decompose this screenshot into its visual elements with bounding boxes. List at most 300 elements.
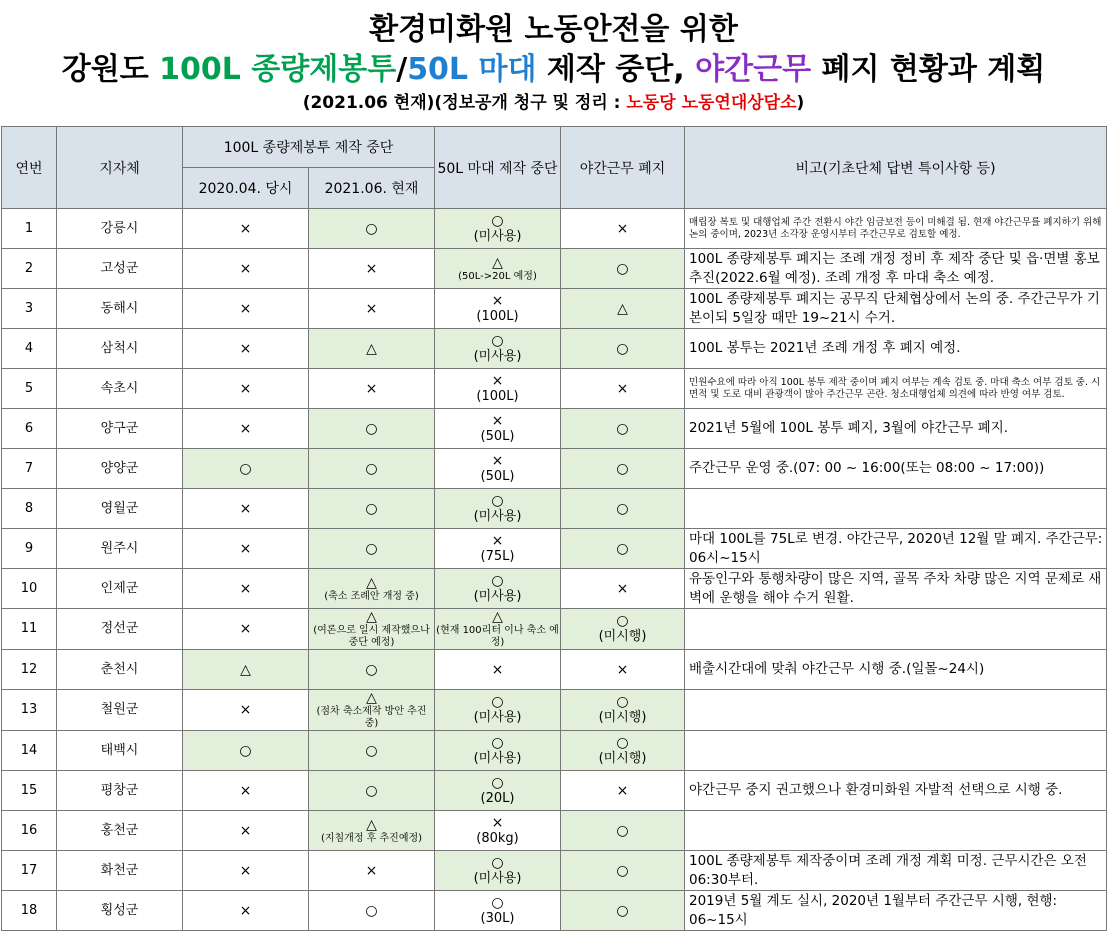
table-row xyxy=(2,329,1107,369)
cell-region xyxy=(57,609,183,650)
note-50l: (75L) xyxy=(480,548,515,564)
table-row xyxy=(2,289,1107,329)
row-number: 17 xyxy=(20,862,38,878)
cell-50l xyxy=(435,609,561,650)
cell-100l-2021 xyxy=(309,891,435,931)
cell-region xyxy=(57,731,183,771)
region-name: 정선군 xyxy=(100,621,139,636)
region-name: 철원군 xyxy=(100,702,139,717)
table-row xyxy=(2,891,1107,931)
row-number: 6 xyxy=(24,420,34,436)
mark-100l-2020: × xyxy=(239,580,252,597)
title-part-region: 강원도 xyxy=(61,52,160,87)
mark-50l: × xyxy=(491,452,504,469)
cell-no xyxy=(2,650,57,690)
mark-50l: × xyxy=(491,412,504,429)
cell-no xyxy=(2,891,57,931)
mark-100l-2020: × xyxy=(239,902,252,919)
mark-100l-2020: × xyxy=(239,822,252,839)
cell-night xyxy=(561,249,685,289)
cell-100l-2021 xyxy=(309,209,435,249)
region-name: 양구군 xyxy=(100,420,139,436)
note-50l: (100L) xyxy=(476,388,519,404)
note-50l: (미사용) xyxy=(473,710,522,725)
cell-100l-2020 xyxy=(183,650,309,690)
mark-100l-2021: △ xyxy=(366,609,377,625)
mark-night: ○ xyxy=(616,500,629,517)
mark-50l: × xyxy=(491,532,504,549)
cell-no xyxy=(2,249,57,289)
mark-100l-2021: ○ xyxy=(365,661,378,678)
note-50l: (50L) xyxy=(480,428,515,444)
cell-50l xyxy=(435,891,561,931)
title-part-50l: 50L 마대 xyxy=(407,52,537,87)
mark-100l-2021: ○ xyxy=(365,460,378,477)
header-50l: 50L 마대 제작 중단 xyxy=(435,127,561,209)
cell-night xyxy=(561,811,685,851)
note-50l: (80kg) xyxy=(476,830,519,846)
cell-region xyxy=(57,529,183,569)
mark-100l-2020: × xyxy=(239,340,252,357)
cell-note xyxy=(685,811,1107,851)
cell-night xyxy=(561,209,685,249)
cell-note xyxy=(685,771,1107,811)
note-100l-2021: (여론으로 일시 제작했으나 중단 예정) xyxy=(313,625,430,648)
table-row xyxy=(2,569,1107,609)
cell-100l-2020 xyxy=(183,529,309,569)
note-text: 100L 종량제봉투 제작중이며 조례 개정 계획 미정. 근무시간은 오전 06:30부터. xyxy=(689,852,1087,888)
mark-100l-2020: × xyxy=(239,380,252,397)
header-region: 지자체 xyxy=(57,127,183,209)
note-text: 주간근무 운영 중.(07: 00 ~ 16:00(또는 08:00 ~ 17:00)) xyxy=(689,460,1045,476)
page-subtitle xyxy=(0,90,1107,116)
note-50l: (미사용) xyxy=(473,508,522,524)
note-text: 민원수요에 따라 아직 100L 봉투 제작 중이며 폐지 여부는 계속 검토 중. 마대 축소 여부 검토 중. 시 면적 및 도로 대비 관광객이 많아 주간근무 곤란. 청소대행업체 의견에 따라 반영 여부 검토. xyxy=(689,376,1101,400)
region-name: 화천군 xyxy=(100,862,139,878)
row-number: 1 xyxy=(24,220,34,236)
cell-night xyxy=(561,409,685,449)
table-row xyxy=(2,851,1107,891)
cell-100l-2020 xyxy=(183,249,309,289)
mark-50l: ○ xyxy=(491,332,504,349)
note-text: 2019년 5월 계도 실시, 2020년 1월부터 주간근무 시행, 현행: 06~15시 xyxy=(689,892,1058,928)
cell-50l xyxy=(435,209,561,249)
table-row xyxy=(2,731,1107,771)
mark-100l-2020: × xyxy=(239,621,252,637)
cell-no xyxy=(2,409,57,449)
title-part-100l: 100L 종량제봉투 xyxy=(159,52,397,87)
cell-region xyxy=(57,249,183,289)
table-row xyxy=(2,771,1107,811)
region-name: 삼척시 xyxy=(100,340,139,356)
row-number: 10 xyxy=(20,580,38,596)
cell-night xyxy=(561,289,685,329)
page-title-line1: 환경미화원 노동안전을 위한 xyxy=(369,12,738,47)
region-name: 홍천군 xyxy=(100,822,139,838)
cell-50l xyxy=(435,249,561,289)
mark-100l-2021: ○ xyxy=(365,420,378,437)
note-text: 배출시간대에 맞춰 야간근무 시행 중.(일몰~24시) xyxy=(689,661,985,677)
cell-region xyxy=(57,771,183,811)
mark-night: × xyxy=(616,580,629,597)
header-night: 야간근무 폐지 xyxy=(561,127,685,209)
mark-50l: × xyxy=(491,292,504,309)
cell-region xyxy=(57,650,183,690)
region-name: 평창군 xyxy=(100,782,139,798)
region-name: 횡성군 xyxy=(100,902,139,918)
mark-100l-2021: ○ xyxy=(365,220,378,237)
cell-100l-2021 xyxy=(309,289,435,329)
cell-100l-2021 xyxy=(309,851,435,891)
cell-100l-2020 xyxy=(183,449,309,489)
cell-region xyxy=(57,369,183,409)
mark-100l-2021: ○ xyxy=(365,782,378,799)
cell-note xyxy=(685,690,1107,731)
cell-no xyxy=(2,369,57,409)
cell-note xyxy=(685,529,1107,569)
cell-region xyxy=(57,489,183,529)
header-100l-2021: 2021.06. 현재 xyxy=(309,168,435,209)
mark-night: ○ xyxy=(616,420,629,437)
cell-note xyxy=(685,369,1107,409)
row-number: 16 xyxy=(20,822,38,838)
subtitle-close: ) xyxy=(796,93,805,113)
cell-no xyxy=(2,690,57,731)
cell-night xyxy=(561,329,685,369)
cell-50l xyxy=(435,289,561,329)
mark-50l: ○ xyxy=(491,854,504,871)
status-table xyxy=(1,126,1107,931)
cell-100l-2020 xyxy=(183,369,309,409)
note-50l: (미사용) xyxy=(473,750,522,766)
table-row xyxy=(2,609,1107,650)
cell-region xyxy=(57,569,183,609)
cell-no xyxy=(2,209,57,249)
subtitle-date: (2021.06 현재)(정보공개 청구 및 정리 : xyxy=(302,93,627,113)
cell-region xyxy=(57,409,183,449)
cell-100l-2021 xyxy=(309,771,435,811)
mark-100l-2021: ○ xyxy=(365,540,378,557)
cell-night xyxy=(561,489,685,529)
cell-100l-2020 xyxy=(183,289,309,329)
cell-no xyxy=(2,449,57,489)
note-night: (미시행) xyxy=(598,710,647,725)
cell-region xyxy=(57,289,183,329)
cell-night xyxy=(561,609,685,650)
title-part-stop: 제작 중단, xyxy=(536,52,696,87)
cell-100l-2021 xyxy=(309,409,435,449)
row-number: 18 xyxy=(20,902,38,918)
cell-100l-2020 xyxy=(183,609,309,650)
table-body xyxy=(2,209,1107,931)
row-number: 13 xyxy=(20,702,38,717)
mark-50l: × xyxy=(491,372,504,389)
cell-note xyxy=(685,569,1107,609)
mark-100l-2021: △ xyxy=(366,574,377,591)
subtitle-org: 노동당 노동연대상담소 xyxy=(626,93,797,113)
mark-night: × xyxy=(616,661,629,678)
cell-no xyxy=(2,609,57,650)
table-row xyxy=(2,690,1107,731)
mark-night: × xyxy=(616,782,629,799)
cell-100l-2020 xyxy=(183,409,309,449)
table-row xyxy=(2,489,1107,529)
cell-50l xyxy=(435,569,561,609)
cell-night xyxy=(561,529,685,569)
cell-100l-2021 xyxy=(309,489,435,529)
mark-night: ○ xyxy=(616,540,629,557)
header-note: 비고(기초단체 답변 특이사항 등) xyxy=(685,127,1107,209)
mark-50l: ○ xyxy=(491,492,504,509)
region-name: 인제군 xyxy=(100,580,139,596)
cell-50l xyxy=(435,329,561,369)
mark-100l-2021: × xyxy=(365,862,378,879)
header-100l-2020: 2020.04. 당시 xyxy=(183,168,309,209)
mark-100l-2020: × xyxy=(239,862,252,879)
table-row xyxy=(2,529,1107,569)
cell-100l-2020 xyxy=(183,891,309,931)
mark-100l-2021: ○ xyxy=(365,500,378,517)
mark-night: ○ xyxy=(616,902,629,919)
note-text: 유동인구와 통행차량이 많은 지역, 골목 주차 차량 많은 지역 문제로 새벽에 운행을 해야 수거 원활. xyxy=(689,570,1102,606)
mark-100l-2020: × xyxy=(239,300,252,317)
note-text: 100L 종량제봉투 폐지는 조례 개정 정비 후 제작 중단 및 읍·면별 홍보 추진(2022.6월 예정). 조례 개정 후 마대 축소 예정. xyxy=(689,250,1100,286)
cell-night xyxy=(561,771,685,811)
cell-100l-2021 xyxy=(309,449,435,489)
cell-note xyxy=(685,289,1107,329)
cell-50l xyxy=(435,771,561,811)
cell-no xyxy=(2,569,57,609)
mark-100l-2020: △ xyxy=(240,661,251,678)
mark-100l-2021: × xyxy=(365,300,378,317)
cell-100l-2021 xyxy=(309,369,435,409)
row-number: 4 xyxy=(24,340,34,356)
cell-50l xyxy=(435,811,561,851)
note-text: 야간근무 중지 권고했으나 환경미화원 자발적 선택으로 시행 중. xyxy=(689,782,1063,798)
note-text: 2021년 5월에 100L 봉투 폐지, 3월에 야간근무 폐지. xyxy=(689,420,1009,436)
mark-night: ○ xyxy=(616,460,629,477)
mark-100l-2020: × xyxy=(239,540,252,557)
cell-100l-2020 xyxy=(183,569,309,609)
mark-50l: ○ xyxy=(491,734,504,751)
region-name: 속초시 xyxy=(100,380,139,396)
cell-100l-2021 xyxy=(309,529,435,569)
cell-100l-2021 xyxy=(309,811,435,851)
note-text: 100L 종량제봉투 폐지는 공무직 단체협상에서 논의 중. 주간근무가 기본이되 5일장 때만 19~21시 수거. xyxy=(689,290,1100,326)
region-name: 고성군 xyxy=(100,260,139,276)
cell-100l-2021 xyxy=(309,731,435,771)
cell-no xyxy=(2,771,57,811)
note-100l-2021: (지침개정 후 추진예정) xyxy=(320,832,423,844)
cell-night xyxy=(561,891,685,931)
cell-region xyxy=(57,851,183,891)
mark-50l: ○ xyxy=(491,572,504,589)
row-number: 8 xyxy=(24,500,34,516)
title-part-slash: / xyxy=(396,52,408,87)
mark-night: ○ xyxy=(616,862,629,879)
cell-region xyxy=(57,690,183,731)
cell-note xyxy=(685,650,1107,690)
mark-100l-2021: × xyxy=(365,260,378,277)
mark-50l: △ xyxy=(492,609,503,625)
cell-50l xyxy=(435,731,561,771)
cell-region xyxy=(57,449,183,489)
mark-100l-2020: × xyxy=(239,420,252,437)
table-row xyxy=(2,811,1107,851)
cell-100l-2021 xyxy=(309,249,435,289)
cell-50l xyxy=(435,690,561,731)
cell-100l-2021 xyxy=(309,650,435,690)
mark-100l-2020: × xyxy=(239,702,252,718)
mark-50l: △ xyxy=(492,254,503,271)
mark-100l-2021: × xyxy=(365,380,378,397)
mark-night: × xyxy=(616,220,629,237)
mark-100l-2021: △ xyxy=(366,340,377,357)
note-text: 매립장 복토 및 대행업체 주간 전환시 야간 임금보전 등이 미해결 됨. 현재 야간근무를 폐지하기 위해 논의 중이며, 2023년 소각장 운영시부터 주간근무로 검토할 예정. xyxy=(689,216,1102,240)
cell-note xyxy=(685,449,1107,489)
cell-note xyxy=(685,249,1107,289)
region-name: 양양군 xyxy=(100,460,139,476)
note-night: (미시행) xyxy=(598,629,647,644)
cell-note xyxy=(685,731,1107,771)
cell-no xyxy=(2,489,57,529)
table-row xyxy=(2,409,1107,449)
note-50l: (미사용) xyxy=(473,870,522,886)
cell-note xyxy=(685,409,1107,449)
mark-night: ○ xyxy=(616,734,629,751)
mark-100l-2020: × xyxy=(239,260,252,277)
mark-100l-2021: △ xyxy=(366,816,377,833)
row-number: 2 xyxy=(24,260,34,276)
mark-100l-2021: △ xyxy=(366,690,377,706)
header-no: 연번 xyxy=(2,127,57,209)
cell-100l-2021 xyxy=(309,569,435,609)
cell-night xyxy=(561,449,685,489)
cell-no xyxy=(2,851,57,891)
cell-100l-2020 xyxy=(183,851,309,891)
mark-100l-2020: × xyxy=(239,500,252,517)
cell-100l-2020 xyxy=(183,771,309,811)
table-row xyxy=(2,209,1107,249)
note-50l: (미사용) xyxy=(473,228,522,244)
cell-night xyxy=(561,690,685,731)
cell-no xyxy=(2,329,57,369)
cell-100l-2020 xyxy=(183,209,309,249)
note-50l: (현재 100리터 이나 축소 예정) xyxy=(436,625,559,648)
cell-50l xyxy=(435,449,561,489)
mark-100l-2020: × xyxy=(239,782,252,799)
region-name: 춘천시 xyxy=(100,661,139,677)
mark-night: ○ xyxy=(616,822,629,839)
mark-night: △ xyxy=(617,300,628,317)
header-100l: 100L 종량제봉투 제작 중단 xyxy=(183,127,435,168)
cell-night xyxy=(561,369,685,409)
cell-region xyxy=(57,209,183,249)
cell-note xyxy=(685,489,1107,529)
row-number: 14 xyxy=(20,742,38,758)
note-50l: (미사용) xyxy=(473,348,522,364)
mark-100l-2020: ○ xyxy=(239,742,252,759)
note-50l: (30L) xyxy=(480,910,515,926)
table-row xyxy=(2,249,1107,289)
table-row xyxy=(2,650,1107,690)
cell-night xyxy=(561,851,685,891)
note-text: 마대 100L를 75L로 변경. 야간근무, 2020년 12월 말 폐지. 주간근무: 06시~15시 xyxy=(689,530,1103,566)
cell-night xyxy=(561,569,685,609)
cell-note xyxy=(685,851,1107,891)
cell-note xyxy=(685,209,1107,249)
cell-100l-2021 xyxy=(309,690,435,731)
cell-night xyxy=(561,731,685,771)
cell-100l-2020 xyxy=(183,489,309,529)
cell-50l xyxy=(435,369,561,409)
mark-100l-2021: ○ xyxy=(365,742,378,759)
cell-100l-2020 xyxy=(183,329,309,369)
mark-50l: ○ xyxy=(491,212,504,229)
cell-no xyxy=(2,289,57,329)
cell-50l xyxy=(435,489,561,529)
title-area xyxy=(0,0,1107,126)
region-name: 강릉시 xyxy=(100,220,139,236)
cell-100l-2021 xyxy=(309,609,435,650)
note-50l: (100L) xyxy=(476,308,519,324)
title-part-status: 폐지 현황과 계획 xyxy=(811,52,1046,87)
row-number: 11 xyxy=(20,621,38,636)
note-100l-2021: (점차 축소제작 방안 추진 중) xyxy=(316,706,427,729)
row-number: 9 xyxy=(24,540,34,556)
cell-region xyxy=(57,891,183,931)
cell-no xyxy=(2,811,57,851)
row-number: 3 xyxy=(24,300,34,316)
cell-50l xyxy=(435,851,561,891)
row-number: 5 xyxy=(24,380,34,396)
region-name: 원주시 xyxy=(100,540,139,556)
row-number: 12 xyxy=(20,661,38,677)
mark-100l-2020: ○ xyxy=(239,460,252,477)
cell-note xyxy=(685,891,1107,931)
page-title-line2 xyxy=(0,50,1107,90)
mark-50l: ○ xyxy=(491,894,504,911)
mark-100l-2021: ○ xyxy=(365,902,378,919)
note-100l-2021: (축소 조례안 개정 중) xyxy=(324,590,419,602)
mark-50l: ○ xyxy=(491,694,504,710)
mark-50l: ○ xyxy=(491,774,504,791)
note-text: 100L 봉투는 2021년 조례 개정 후 폐지 예정. xyxy=(689,340,961,356)
note-night: (미시행) xyxy=(598,750,647,766)
mark-night: ○ xyxy=(616,694,629,710)
mark-night: × xyxy=(616,380,629,397)
cell-night xyxy=(561,650,685,690)
cell-50l xyxy=(435,529,561,569)
note-50l: (20L) xyxy=(480,790,515,806)
cell-no xyxy=(2,731,57,771)
row-number: 7 xyxy=(24,460,34,476)
cell-100l-2020 xyxy=(183,811,309,851)
region-name: 동해시 xyxy=(100,300,139,316)
mark-night: ○ xyxy=(616,260,629,277)
mark-50l: × xyxy=(491,814,504,831)
note-50l: (50L) xyxy=(480,468,515,484)
title-part-night: 야간근무 xyxy=(695,52,812,87)
cell-50l xyxy=(435,650,561,690)
mark-night: ○ xyxy=(616,340,629,357)
region-name: 태백시 xyxy=(100,742,139,758)
cell-no xyxy=(2,529,57,569)
cell-50l xyxy=(435,409,561,449)
cell-100l-2020 xyxy=(183,731,309,771)
mark-night: ○ xyxy=(616,613,629,629)
mark-100l-2020: × xyxy=(239,220,252,237)
